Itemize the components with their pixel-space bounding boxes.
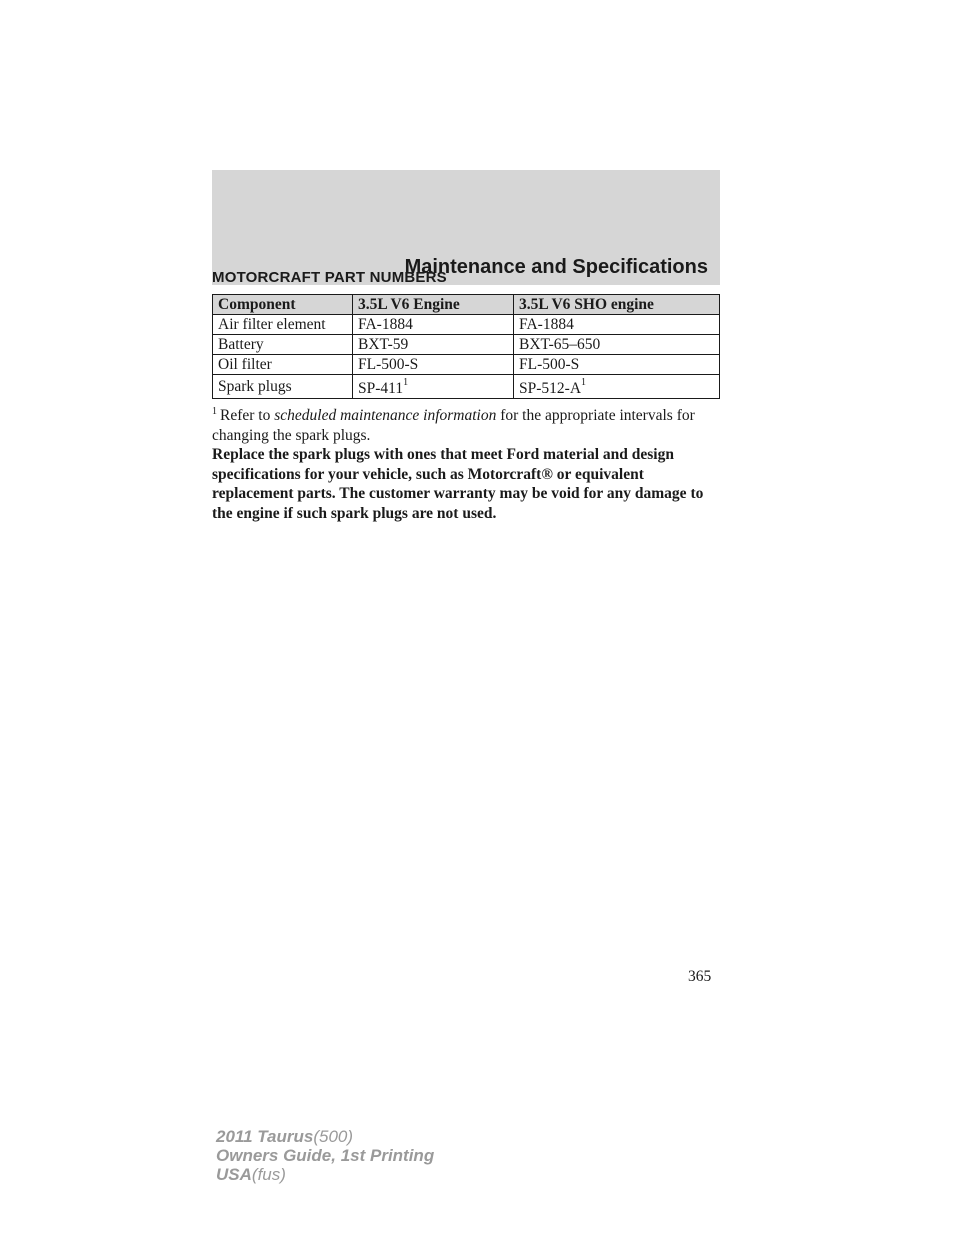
table-row: [213, 335, 720, 355]
footer-line-edition: [216, 1146, 434, 1165]
footnote-marker: 1: [581, 377, 587, 388]
cell-component: Oil filter: [213, 355, 353, 375]
table-row: [213, 315, 720, 335]
part-number: FA-1884: [358, 316, 413, 333]
cell-sho-part: [514, 315, 720, 335]
footnote-reference: scheduled maintenance information: [274, 407, 497, 425]
footer-line-model: [216, 1127, 434, 1146]
part-number: FL-500-S: [519, 356, 580, 373]
footnote-suffix: for the appropriate intervals for changing the spark plugs.: [212, 407, 695, 445]
section-title: MOTORCRAFT PART NUMBERS: [212, 269, 447, 286]
footnote-number: 1: [212, 406, 217, 417]
column-header-sho-engine: 3.5L V6 SHO engine: [514, 295, 720, 315]
parts-table: [212, 294, 720, 399]
cell-component: Battery: [213, 335, 353, 355]
footnote: [212, 402, 720, 446]
cell-sho-part: [514, 335, 720, 355]
page-number: 365: [688, 968, 712, 985]
cell-component: Air filter element: [213, 315, 353, 335]
part-number: SP-411: [358, 380, 404, 398]
footer-edition: Owners Guide, 1st Printing: [216, 1146, 435, 1165]
part-number: BXT-65–650: [519, 336, 601, 353]
table-row: [213, 375, 720, 399]
footer-region: USA: [216, 1165, 252, 1184]
footnote-prefix: Refer to: [220, 407, 275, 425]
cell-component: Spark plugs: [213, 375, 353, 399]
footer-line-region: [216, 1165, 434, 1184]
cell-v6-part: [353, 335, 514, 355]
footer-model-code: (500): [313, 1127, 354, 1146]
column-header-component: Component: [213, 295, 353, 315]
cell-v6-part: [353, 315, 514, 335]
part-number: FA-1884: [519, 316, 574, 333]
cell-v6-part: [353, 375, 514, 399]
column-header-v6-engine: 3.5L V6 Engine: [353, 295, 514, 315]
cell-sho-part: [514, 355, 720, 375]
page-title: Maintenance and Specifications: [404, 256, 708, 278]
footnote-marker: 1: [403, 377, 409, 388]
cell-v6-part: [353, 355, 514, 375]
cell-sho-part: [514, 375, 720, 399]
footer-model: 2011 Taurus: [216, 1127, 314, 1146]
part-number: FL-500-S: [358, 356, 419, 373]
print-footer: [216, 1127, 434, 1184]
spark-plug-warning: Replace the spark plugs with ones that meet Ford material and design specifications for your vehicle, such as Motorcraft® or equivalent replacement parts. The customer warranty may be void for any damage to the engine if such spark plugs are not used.: [212, 446, 704, 522]
footer-region-code: (fus): [251, 1165, 286, 1184]
part-number: BXT-59: [358, 336, 409, 353]
table-row: [213, 355, 720, 375]
header-band: [212, 170, 720, 285]
part-number: SP-512-A: [519, 380, 582, 398]
table-header-row: [213, 295, 720, 315]
